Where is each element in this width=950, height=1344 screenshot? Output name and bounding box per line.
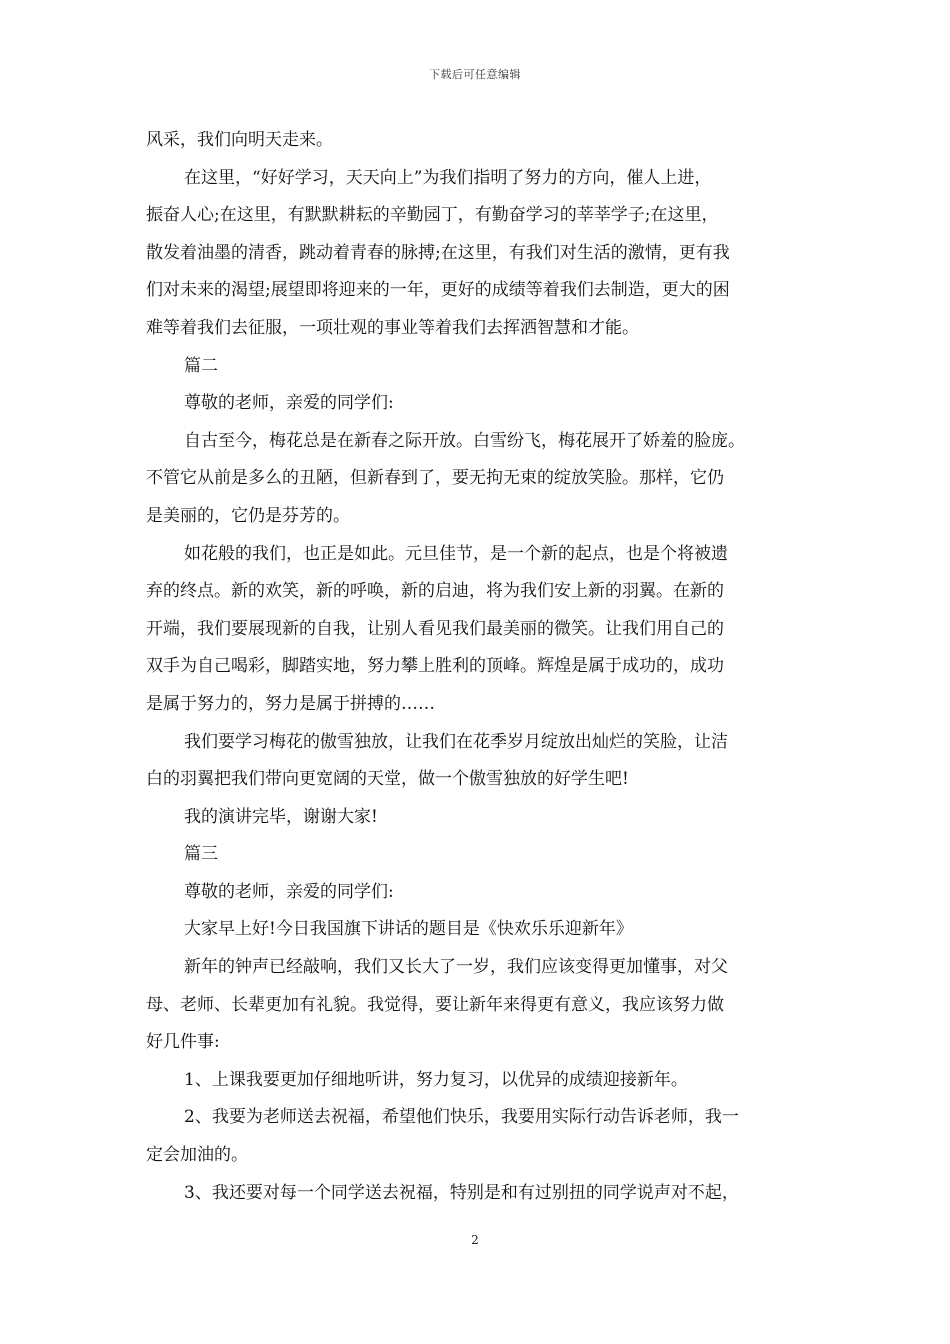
text-line: 振奋人心;在这里，有默默耕耘的辛勤园丁，有勤奋学习的莘莘学子;在这里， — [146, 205, 719, 226]
text-line: 新年的钟声已经敲响，我们又长大了一岁，我们应该变得更加懂事，对父 — [184, 957, 728, 978]
text-line: 在这里，“好好学习，天天向上”为我们指明了努力的方向，催人上进， — [184, 167, 712, 188]
text-line: 大家早上好!今日我国旗下讲话的题目是《快欢乐乐迎新年》 — [184, 919, 633, 940]
text-line: 是美丽的，它仍是芬芳的。 — [146, 505, 350, 526]
text-line: 散发着油墨的清香，跳动着青春的脉搏;在这里，有我们对生活的激情，更有我 — [146, 242, 730, 263]
text-line: 白的羽翼把我们带向更宽阔的天堂，做一个傲雪独放的好学生吧! — [146, 769, 629, 790]
text-line: 不管它从前是多么的丑陋，但新春到了，要无拘无束的绽放笑脸。那样，它仍 — [146, 468, 724, 489]
text-line: 尊敬的老师，亲爱的同学们: — [184, 881, 394, 902]
text-line: 是属于努力的，努力是属于拼搏的…… — [146, 693, 435, 714]
page-number: 2 — [471, 1233, 479, 1247]
text-line: 开端，我们要展现新的自我，让别人看见我们最美丽的微笑。让我们用自己的 — [146, 618, 724, 639]
text-line: 尊敬的老师，亲爱的同学们: — [184, 393, 394, 414]
text-line: 弃的终点。新的欢笑，新的呼唤，新的启迪，将为我们安上新的羽翼。在新的 — [146, 581, 724, 602]
text-line: 篇二 — [184, 355, 218, 376]
text-line: 3、我还要对每一个同学送去祝福，特别是和有过别扭的同学说声对不起， — [184, 1182, 739, 1203]
text-line: 篇三 — [184, 844, 218, 865]
text-line: 自古至今，梅花总是在新春之际开放。白雪纷飞，梅花展开了娇羞的脸庞。 — [184, 430, 745, 451]
text-line: 们对未来的渴望;展望即将迎来的一年，更好的成绩等着我们去制造，更大的困 — [146, 280, 730, 301]
page-header: 下载后可任意编辑 — [429, 68, 521, 81]
document-body — [146, 122, 810, 1212]
text-line: 风采，我们向明天走来。 — [146, 130, 333, 150]
text-line: 定会加油的。 — [146, 1145, 248, 1166]
text-line: 好几件事: — [146, 1032, 220, 1053]
text-line: 如花般的我们，也正是如此。元旦佳节，是一个新的起点，也是个将被遗 — [184, 543, 728, 564]
text-line: 2、我要为老师送去祝福，希望他们快乐，我要用实际行动告诉老师，我一 — [184, 1107, 739, 1128]
text-line: 我们要学习梅花的傲雪独放，让我们在花季岁月绽放出灿烂的笑脸，让洁 — [184, 731, 728, 752]
text-line: 难等着我们去征服，一项壮观的事业等着我们去挥洒智慧和才能。 — [146, 317, 639, 338]
text-line: 我的演讲完毕，谢谢大家! — [184, 806, 378, 827]
text-line: 母、老师、长辈更加有礼貌。我觉得，要让新年来得更有意义，我应该努力做 — [146, 994, 724, 1015]
text-line: 1、上课我要更加仔细地听讲，努力复习，以优异的成绩迎接新年。 — [184, 1069, 688, 1090]
text-line: 双手为自己喝彩，脚踏实地，努力攀上胜利的顶峰。辉煌是属于成功的，成功 — [146, 656, 724, 677]
